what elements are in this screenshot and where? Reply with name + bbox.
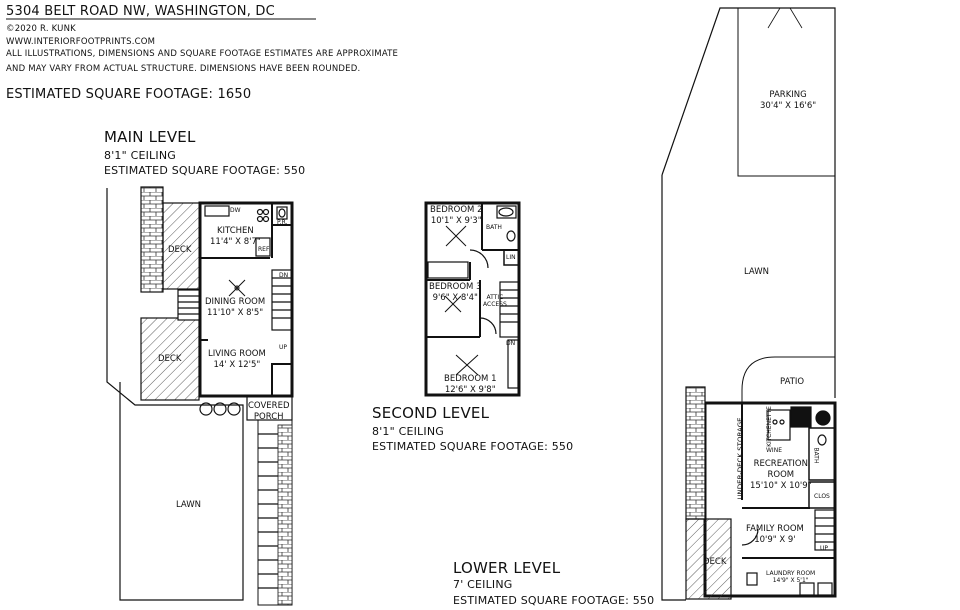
lower-bath-label: BATH: [812, 447, 820, 464]
second-level-sqft: ESTIMATED SQUARE FOOTAGE: 550: [372, 440, 574, 453]
lower-level-title: LOWER LEVEL: [453, 559, 561, 577]
living-room-label: LIVING ROOM 14' X 12'5": [208, 349, 266, 370]
laundry-room-label: LAUNDRY ROOM 14'9" X 5'1": [766, 570, 816, 584]
bedroom-1-label: BEDROOM 1 12'6" X 9'8": [444, 374, 497, 395]
lower-level-sqft: ESTIMATED SQUARE FOOTAGE: 550: [453, 594, 655, 607]
attic-access-label: ATTIC ACCESS: [483, 294, 507, 308]
kitchen-label: KITCHEN 11'4" X 8'7": [210, 226, 261, 247]
main-stairs-up-label: UP: [279, 344, 288, 351]
linen-label: LIN: [506, 254, 516, 261]
bedroom-3-label: BEDROOM 3 9'6" X 8'4": [429, 282, 482, 303]
recreation-room-label: RECREATION ROOM 15'10" X 10'9": [750, 459, 812, 491]
second-stairs-dn-label: DN: [506, 340, 516, 347]
wine-label: WINE: [766, 447, 782, 454]
lower-lawn-label: LAWN: [744, 267, 770, 277]
main-level-sqft: ESTIMATED SQUARE FOOTAGE: 550: [104, 164, 306, 177]
second-level-title: SECOND LEVEL: [372, 404, 490, 422]
main-stairs-dn-label: DN: [279, 272, 289, 279]
lower-deck-label: DECK: [703, 557, 727, 567]
covered-porch-label: COVERED PORCH: [248, 401, 290, 422]
main-level-title: MAIN LEVEL: [104, 128, 196, 146]
fridge-label: REF: [258, 246, 270, 253]
main-level-ceiling: 8'1" CEILING: [104, 149, 176, 162]
bedroom-2-label: BEDROOM 2 10'1" X 9'3": [430, 205, 483, 226]
total-sqft: ESTIMATED SQUARE FOOTAGE: 1650: [6, 87, 252, 102]
deck-lower-label: DECK: [158, 354, 182, 364]
deck-upper-label: DECK: [168, 245, 192, 255]
family-room-label: FAMILY ROOM 10'9" X 9': [746, 524, 804, 545]
disclaimer-line-1: ALL ILLUSTRATIONS, DIMENSIONS AND SQUARE FOOTAGE ESTIMATES ARE APPROXIMATE: [6, 49, 399, 59]
main-lawn-label: LAWN: [176, 500, 202, 510]
lower-level-ceiling: 7' CEILING: [453, 578, 513, 591]
address-title: 5304 BELT ROAD NW, WASHINGTON, DC: [6, 4, 275, 19]
website-text: WWW.INTERIORFOOTPRINTS.COM: [6, 37, 156, 47]
parking-label: PARKING 30'4" X 16'6": [760, 90, 817, 111]
kitchenette-label: KITCHENETTE: [765, 406, 773, 447]
dishwasher-label: DW: [230, 207, 241, 214]
dining-room-label: DINING ROOM 11'10" X 8'5": [205, 297, 266, 318]
under-deck-storage-label: UNDER-DECK STORAGE: [736, 417, 745, 500]
patio-label: PATIO: [780, 377, 805, 387]
second-bath-label: BATH: [486, 224, 502, 231]
lower-stairs-up-label: UP: [820, 545, 829, 552]
copyright-text: ©2020 R. KUNK: [6, 24, 76, 34]
disclaimer-line-2: AND MAY VARY FROM ACTUAL STRUCTURE. DIMENSIONS HAVE BEEN ROUNDED.: [6, 64, 361, 74]
second-level-ceiling: 8'1" CEILING: [372, 425, 444, 438]
closet-label: CLOS: [814, 493, 830, 500]
powder-room-label: P.R.: [277, 219, 288, 226]
